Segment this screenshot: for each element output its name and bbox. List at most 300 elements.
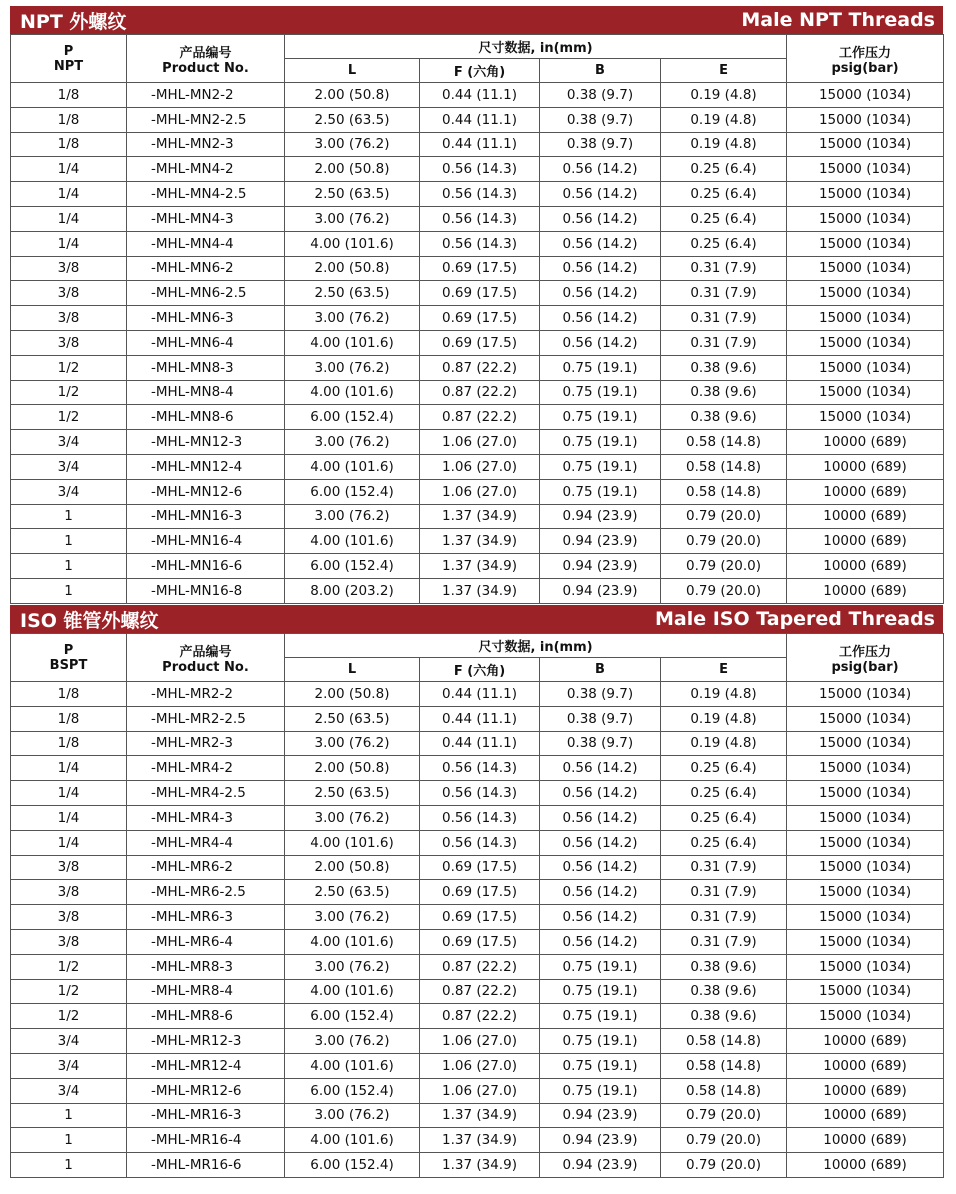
cell-product-no: -MHL-MR16-4 [127, 1128, 285, 1153]
table-row [11, 979, 944, 1004]
table-row [11, 1103, 944, 1128]
cell-e: 0.58 (14.8) [661, 1078, 787, 1103]
table-row [11, 182, 944, 207]
cell-e: 0.31 (7.9) [661, 256, 787, 281]
cell-pressure: 15000 (1034) [787, 731, 944, 756]
cell-size: 1/4 [11, 805, 127, 830]
cell-product-no: -MHL-MN6-2.5 [127, 281, 285, 306]
cell-l: 3.00 (76.2) [285, 954, 420, 979]
cell-l: 6.00 (152.4) [285, 479, 420, 504]
header-p: P NPT [11, 35, 127, 83]
table-row [11, 880, 944, 905]
cell-product-no: -MHL-MR8-6 [127, 1004, 285, 1029]
cell-f: 1.37 (34.9) [420, 578, 540, 603]
cell-f: 0.44 (11.1) [420, 682, 540, 707]
cell-f: 0.56 (14.3) [420, 157, 540, 182]
table-row [11, 781, 944, 806]
cell-size: 1 [11, 1153, 127, 1178]
cell-pressure: 10000 (689) [787, 1053, 944, 1078]
cell-size: 1/8 [11, 731, 127, 756]
cell-b: 0.38 (9.7) [540, 107, 661, 132]
cell-product-no: -MHL-MR12-3 [127, 1029, 285, 1054]
cell-pressure: 15000 (1034) [787, 206, 944, 231]
cell-product-no: -MHL-MN8-4 [127, 380, 285, 405]
table-row [11, 706, 944, 731]
cell-e: 0.58 (14.8) [661, 1029, 787, 1054]
table-row [11, 83, 944, 108]
cell-pressure: 15000 (1034) [787, 83, 944, 108]
cell-e: 0.38 (9.6) [661, 405, 787, 430]
cell-b: 0.94 (23.9) [540, 504, 661, 529]
cell-product-no: -MHL-MR8-3 [127, 954, 285, 979]
cell-pressure: 10000 (689) [787, 1078, 944, 1103]
cell-f: 0.87 (22.2) [420, 1004, 540, 1029]
table-row [11, 1153, 944, 1178]
cell-e: 0.25 (6.4) [661, 830, 787, 855]
cell-size: 3/8 [11, 905, 127, 930]
cell-pressure: 15000 (1034) [787, 157, 944, 182]
cell-f: 0.69 (17.5) [420, 306, 540, 331]
cell-e: 0.79 (20.0) [661, 554, 787, 579]
cell-product-no: -MHL-MN4-3 [127, 206, 285, 231]
cell-product-no: -MHL-MR12-4 [127, 1053, 285, 1078]
cell-b: 0.94 (23.9) [540, 529, 661, 554]
cell-pressure: 15000 (1034) [787, 880, 944, 905]
section-title-en: Male NPT Threads [741, 9, 935, 31]
cell-l: 2.00 (50.8) [285, 855, 420, 880]
cell-f: 1.06 (27.0) [420, 454, 540, 479]
cell-size: 1/8 [11, 682, 127, 707]
cell-pressure: 15000 (1034) [787, 855, 944, 880]
cell-b: 0.56 (14.2) [540, 830, 661, 855]
cell-f: 0.69 (17.5) [420, 330, 540, 355]
cell-size: 1/8 [11, 706, 127, 731]
cell-e: 0.38 (9.6) [661, 1004, 787, 1029]
cell-l: 4.00 (101.6) [285, 830, 420, 855]
table-row [11, 479, 944, 504]
header-product: 产品编号 Product No. [127, 634, 285, 682]
cell-l: 3.00 (76.2) [285, 731, 420, 756]
cell-f: 1.06 (27.0) [420, 1053, 540, 1078]
cell-pressure: 10000 (689) [787, 479, 944, 504]
cell-l: 2.50 (63.5) [285, 107, 420, 132]
cell-b: 0.38 (9.7) [540, 682, 661, 707]
cell-e: 0.79 (20.0) [661, 578, 787, 603]
cell-product-no: -MHL-MR2-2 [127, 682, 285, 707]
cell-product-no: -MHL-MN2-3 [127, 132, 285, 157]
table-row [11, 132, 944, 157]
cell-l: 2.50 (63.5) [285, 281, 420, 306]
cell-b: 0.38 (9.7) [540, 83, 661, 108]
cell-l: 6.00 (152.4) [285, 1153, 420, 1178]
cell-product-no: -MHL-MN16-4 [127, 529, 285, 554]
cell-product-no: -MHL-MN2-2.5 [127, 107, 285, 132]
cell-e: 0.79 (20.0) [661, 1103, 787, 1128]
cell-l: 2.00 (50.8) [285, 756, 420, 781]
table-row [11, 157, 944, 182]
cell-product-no: -MHL-MN16-8 [127, 578, 285, 603]
cell-size: 3/8 [11, 256, 127, 281]
cell-e: 0.31 (7.9) [661, 905, 787, 930]
cell-size: 1 [11, 554, 127, 579]
cell-l: 3.00 (76.2) [285, 805, 420, 830]
section-title-en: Male ISO Tapered Threads [654, 608, 935, 630]
cell-pressure: 10000 (689) [787, 1153, 944, 1178]
cell-f: 0.56 (14.3) [420, 231, 540, 256]
table-row [11, 306, 944, 331]
cell-e: 0.19 (4.8) [661, 731, 787, 756]
table-row [11, 405, 944, 430]
table-row [11, 256, 944, 281]
cell-product-no: -MHL-MR2-2.5 [127, 706, 285, 731]
table-row [11, 355, 944, 380]
cell-size: 1 [11, 1128, 127, 1153]
cell-b: 0.75 (19.1) [540, 355, 661, 380]
table-row [11, 830, 944, 855]
cell-b: 0.56 (14.2) [540, 905, 661, 930]
section-banner [10, 605, 943, 633]
cell-product-no: -MHL-MR2-3 [127, 731, 285, 756]
spec-table [10, 34, 944, 604]
cell-size: 3/4 [11, 454, 127, 479]
cell-l: 3.00 (76.2) [285, 132, 420, 157]
cell-size: 1/4 [11, 756, 127, 781]
cell-b: 0.94 (23.9) [540, 1153, 661, 1178]
cell-l: 2.50 (63.5) [285, 706, 420, 731]
cell-size: 3/8 [11, 330, 127, 355]
cell-b: 0.75 (19.1) [540, 954, 661, 979]
table-row [11, 554, 944, 579]
cell-pressure: 15000 (1034) [787, 132, 944, 157]
cell-product-no: -MHL-MR8-4 [127, 979, 285, 1004]
cell-l: 4.00 (101.6) [285, 231, 420, 256]
cell-pressure: 15000 (1034) [787, 380, 944, 405]
cell-b: 0.94 (23.9) [540, 554, 661, 579]
cell-f: 1.06 (27.0) [420, 430, 540, 455]
cell-pressure: 15000 (1034) [787, 756, 944, 781]
cell-l: 8.00 (203.2) [285, 578, 420, 603]
section-iso [10, 605, 943, 1178]
cell-product-no: -MHL-MN8-3 [127, 355, 285, 380]
cell-f: 1.06 (27.0) [420, 1029, 540, 1054]
cell-e: 0.19 (4.8) [661, 132, 787, 157]
cell-l: 2.50 (63.5) [285, 781, 420, 806]
cell-pressure: 15000 (1034) [787, 355, 944, 380]
cell-l: 3.00 (76.2) [285, 355, 420, 380]
cell-size: 1/2 [11, 380, 127, 405]
cell-f: 0.69 (17.5) [420, 905, 540, 930]
cell-pressure: 15000 (1034) [787, 107, 944, 132]
table-row [11, 504, 944, 529]
header-dims: 尺寸数据, in(mm) [285, 634, 787, 658]
cell-l: 3.00 (76.2) [285, 1103, 420, 1128]
cell-l: 2.00 (50.8) [285, 83, 420, 108]
cell-size: 1/2 [11, 405, 127, 430]
section-title-cn: ISO 锥管外螺纹 [20, 609, 159, 632]
cell-e: 0.25 (6.4) [661, 182, 787, 207]
cell-size: 1 [11, 504, 127, 529]
cell-b: 0.38 (9.7) [540, 706, 661, 731]
cell-size: 1/4 [11, 157, 127, 182]
cell-e: 0.38 (9.6) [661, 979, 787, 1004]
cell-e: 0.25 (6.4) [661, 756, 787, 781]
cell-f: 0.87 (22.2) [420, 355, 540, 380]
cell-b: 0.38 (9.7) [540, 132, 661, 157]
cell-f: 0.87 (22.2) [420, 954, 540, 979]
cell-b: 0.75 (19.1) [540, 405, 661, 430]
cell-product-no: -MHL-MN12-6 [127, 479, 285, 504]
cell-e: 0.31 (7.9) [661, 330, 787, 355]
cell-size: 1/4 [11, 206, 127, 231]
cell-pressure: 15000 (1034) [787, 706, 944, 731]
cell-b: 0.56 (14.2) [540, 330, 661, 355]
table-row [11, 954, 944, 979]
table-row [11, 682, 944, 707]
cell-f: 0.56 (14.3) [420, 182, 540, 207]
cell-product-no: -MHL-MR12-6 [127, 1078, 285, 1103]
cell-pressure: 10000 (689) [787, 454, 944, 479]
cell-product-no: -MHL-MN2-2 [127, 83, 285, 108]
cell-size: 3/8 [11, 281, 127, 306]
header-b: B [540, 658, 661, 682]
cell-pressure: 10000 (689) [787, 578, 944, 603]
cell-f: 0.56 (14.3) [420, 781, 540, 806]
cell-product-no: -MHL-MN6-4 [127, 330, 285, 355]
table-row [11, 805, 944, 830]
cell-l: 2.50 (63.5) [285, 880, 420, 905]
cell-product-no: -MHL-MN6-2 [127, 256, 285, 281]
cell-b: 0.56 (14.2) [540, 805, 661, 830]
cell-f: 0.56 (14.3) [420, 756, 540, 781]
cell-b: 0.94 (23.9) [540, 1103, 661, 1128]
cell-pressure: 15000 (1034) [787, 182, 944, 207]
cell-e: 0.58 (14.8) [661, 479, 787, 504]
table-row [11, 330, 944, 355]
cell-e: 0.25 (6.4) [661, 805, 787, 830]
table-row [11, 206, 944, 231]
cell-f: 1.37 (34.9) [420, 554, 540, 579]
cell-pressure: 15000 (1034) [787, 231, 944, 256]
cell-e: 0.19 (4.8) [661, 706, 787, 731]
header-l: L [285, 658, 420, 682]
cell-product-no: -MHL-MN12-3 [127, 430, 285, 455]
cell-f: 1.37 (34.9) [420, 1103, 540, 1128]
cell-b: 0.94 (23.9) [540, 1128, 661, 1153]
cell-product-no: -MHL-MN12-4 [127, 454, 285, 479]
table-row [11, 1029, 944, 1054]
cell-pressure: 15000 (1034) [787, 979, 944, 1004]
cell-e: 0.25 (6.4) [661, 231, 787, 256]
cell-l: 4.00 (101.6) [285, 1128, 420, 1153]
cell-e: 0.31 (7.9) [661, 929, 787, 954]
header-e: E [661, 59, 787, 83]
cell-f: 0.56 (14.3) [420, 830, 540, 855]
cell-size: 1 [11, 1103, 127, 1128]
cell-e: 0.25 (6.4) [661, 206, 787, 231]
header-p: P BSPT [11, 634, 127, 682]
cell-pressure: 15000 (1034) [787, 682, 944, 707]
cell-size: 1/8 [11, 83, 127, 108]
cell-pressure: 15000 (1034) [787, 256, 944, 281]
cell-size: 3/4 [11, 430, 127, 455]
cell-size: 3/8 [11, 880, 127, 905]
cell-f: 1.06 (27.0) [420, 1078, 540, 1103]
cell-e: 0.19 (4.8) [661, 83, 787, 108]
cell-size: 1/4 [11, 830, 127, 855]
cell-size: 3/8 [11, 306, 127, 331]
cell-f: 0.69 (17.5) [420, 281, 540, 306]
cell-pressure: 15000 (1034) [787, 929, 944, 954]
table-row [11, 1078, 944, 1103]
cell-b: 0.56 (14.2) [540, 880, 661, 905]
cell-e: 0.25 (6.4) [661, 157, 787, 182]
cell-size: 1/4 [11, 182, 127, 207]
cell-l: 3.00 (76.2) [285, 430, 420, 455]
cell-pressure: 10000 (689) [787, 430, 944, 455]
cell-e: 0.38 (9.6) [661, 380, 787, 405]
cell-e: 0.79 (20.0) [661, 1153, 787, 1178]
cell-l: 4.00 (101.6) [285, 454, 420, 479]
cell-size: 1/4 [11, 781, 127, 806]
section-npt [10, 6, 943, 604]
cell-f: 0.87 (22.2) [420, 979, 540, 1004]
cell-l: 6.00 (152.4) [285, 1004, 420, 1029]
cell-pressure: 15000 (1034) [787, 830, 944, 855]
cell-pressure: 15000 (1034) [787, 281, 944, 306]
cell-product-no: -MHL-MR16-3 [127, 1103, 285, 1128]
table-row [11, 1053, 944, 1078]
header-f: F (六角) [420, 658, 540, 682]
cell-l: 6.00 (152.4) [285, 405, 420, 430]
header-pressure: 工作压力 psig(bar) [787, 634, 944, 682]
cell-product-no: -MHL-MN6-3 [127, 306, 285, 331]
cell-product-no: -MHL-MN16-3 [127, 504, 285, 529]
cell-l: 2.00 (50.8) [285, 256, 420, 281]
cell-size: 1/8 [11, 107, 127, 132]
cell-l: 3.00 (76.2) [285, 206, 420, 231]
header-product: 产品编号 Product No. [127, 35, 285, 83]
header-b: B [540, 59, 661, 83]
cell-b: 0.56 (14.2) [540, 231, 661, 256]
cell-f: 1.37 (34.9) [420, 504, 540, 529]
cell-b: 0.75 (19.1) [540, 454, 661, 479]
cell-e: 0.31 (7.9) [661, 281, 787, 306]
cell-product-no: -MHL-MR4-3 [127, 805, 285, 830]
cell-b: 0.75 (19.1) [540, 1004, 661, 1029]
table-row [11, 1128, 944, 1153]
cell-b: 0.94 (23.9) [540, 578, 661, 603]
cell-f: 0.69 (17.5) [420, 929, 540, 954]
cell-pressure: 15000 (1034) [787, 1004, 944, 1029]
cell-b: 0.56 (14.2) [540, 206, 661, 231]
cell-b: 0.75 (19.1) [540, 479, 661, 504]
cell-b: 0.56 (14.2) [540, 157, 661, 182]
cell-b: 0.56 (14.2) [540, 756, 661, 781]
cell-pressure: 10000 (689) [787, 504, 944, 529]
table-row [11, 281, 944, 306]
cell-f: 0.44 (11.1) [420, 132, 540, 157]
cell-pressure: 10000 (689) [787, 1029, 944, 1054]
cell-product-no: -MHL-MR4-4 [127, 830, 285, 855]
cell-f: 1.37 (34.9) [420, 529, 540, 554]
cell-b: 0.75 (19.1) [540, 380, 661, 405]
cell-l: 2.00 (50.8) [285, 157, 420, 182]
cell-product-no: -MHL-MN4-4 [127, 231, 285, 256]
cell-product-no: -MHL-MR6-3 [127, 905, 285, 930]
cell-l: 3.00 (76.2) [285, 306, 420, 331]
cell-size: 3/8 [11, 929, 127, 954]
table-row [11, 855, 944, 880]
cell-l: 4.00 (101.6) [285, 529, 420, 554]
cell-l: 3.00 (76.2) [285, 504, 420, 529]
cell-pressure: 15000 (1034) [787, 805, 944, 830]
cell-l: 4.00 (101.6) [285, 380, 420, 405]
cell-product-no: -MHL-MN4-2 [127, 157, 285, 182]
cell-f: 0.44 (11.1) [420, 706, 540, 731]
cell-f: 0.56 (14.3) [420, 206, 540, 231]
table-row [11, 380, 944, 405]
cell-product-no: -MHL-MN8-6 [127, 405, 285, 430]
cell-f: 1.06 (27.0) [420, 479, 540, 504]
table-row [11, 929, 944, 954]
cell-pressure: 10000 (689) [787, 554, 944, 579]
cell-pressure: 15000 (1034) [787, 954, 944, 979]
cell-product-no: -MHL-MR4-2 [127, 756, 285, 781]
cell-l: 2.00 (50.8) [285, 682, 420, 707]
cell-b: 0.56 (14.2) [540, 855, 661, 880]
spec-table [10, 633, 944, 1178]
table-row [11, 731, 944, 756]
cell-f: 0.87 (22.2) [420, 405, 540, 430]
cell-product-no: -MHL-MR4-2.5 [127, 781, 285, 806]
cell-f: 0.69 (17.5) [420, 256, 540, 281]
cell-l: 4.00 (101.6) [285, 929, 420, 954]
table-row [11, 529, 944, 554]
table-row [11, 107, 944, 132]
cell-e: 0.31 (7.9) [661, 880, 787, 905]
cell-f: 0.87 (22.2) [420, 380, 540, 405]
cell-product-no: -MHL-MN4-2.5 [127, 182, 285, 207]
cell-b: 0.38 (9.7) [540, 731, 661, 756]
cell-l: 3.00 (76.2) [285, 1029, 420, 1054]
cell-size: 1/2 [11, 979, 127, 1004]
cell-product-no: -MHL-MR6-4 [127, 929, 285, 954]
header-e: E [661, 658, 787, 682]
table-row [11, 905, 944, 930]
table-row [11, 231, 944, 256]
table-row [11, 756, 944, 781]
cell-e: 0.58 (14.8) [661, 1053, 787, 1078]
cell-f: 1.37 (34.9) [420, 1153, 540, 1178]
cell-f: 0.56 (14.3) [420, 805, 540, 830]
cell-pressure: 10000 (689) [787, 1128, 944, 1153]
cell-b: 0.56 (14.2) [540, 256, 661, 281]
table-row [11, 430, 944, 455]
cell-size: 3/4 [11, 1053, 127, 1078]
cell-e: 0.19 (4.8) [661, 107, 787, 132]
cell-e: 0.58 (14.8) [661, 454, 787, 479]
table-row [11, 454, 944, 479]
cell-e: 0.79 (20.0) [661, 529, 787, 554]
cell-size: 3/4 [11, 479, 127, 504]
cell-l: 4.00 (101.6) [285, 1053, 420, 1078]
cell-product-no: -MHL-MN16-6 [127, 554, 285, 579]
cell-e: 0.31 (7.9) [661, 855, 787, 880]
cell-pressure: 15000 (1034) [787, 330, 944, 355]
cell-e: 0.58 (14.8) [661, 430, 787, 455]
section-title-cn: NPT 外螺纹 [20, 10, 127, 33]
cell-pressure: 10000 (689) [787, 529, 944, 554]
